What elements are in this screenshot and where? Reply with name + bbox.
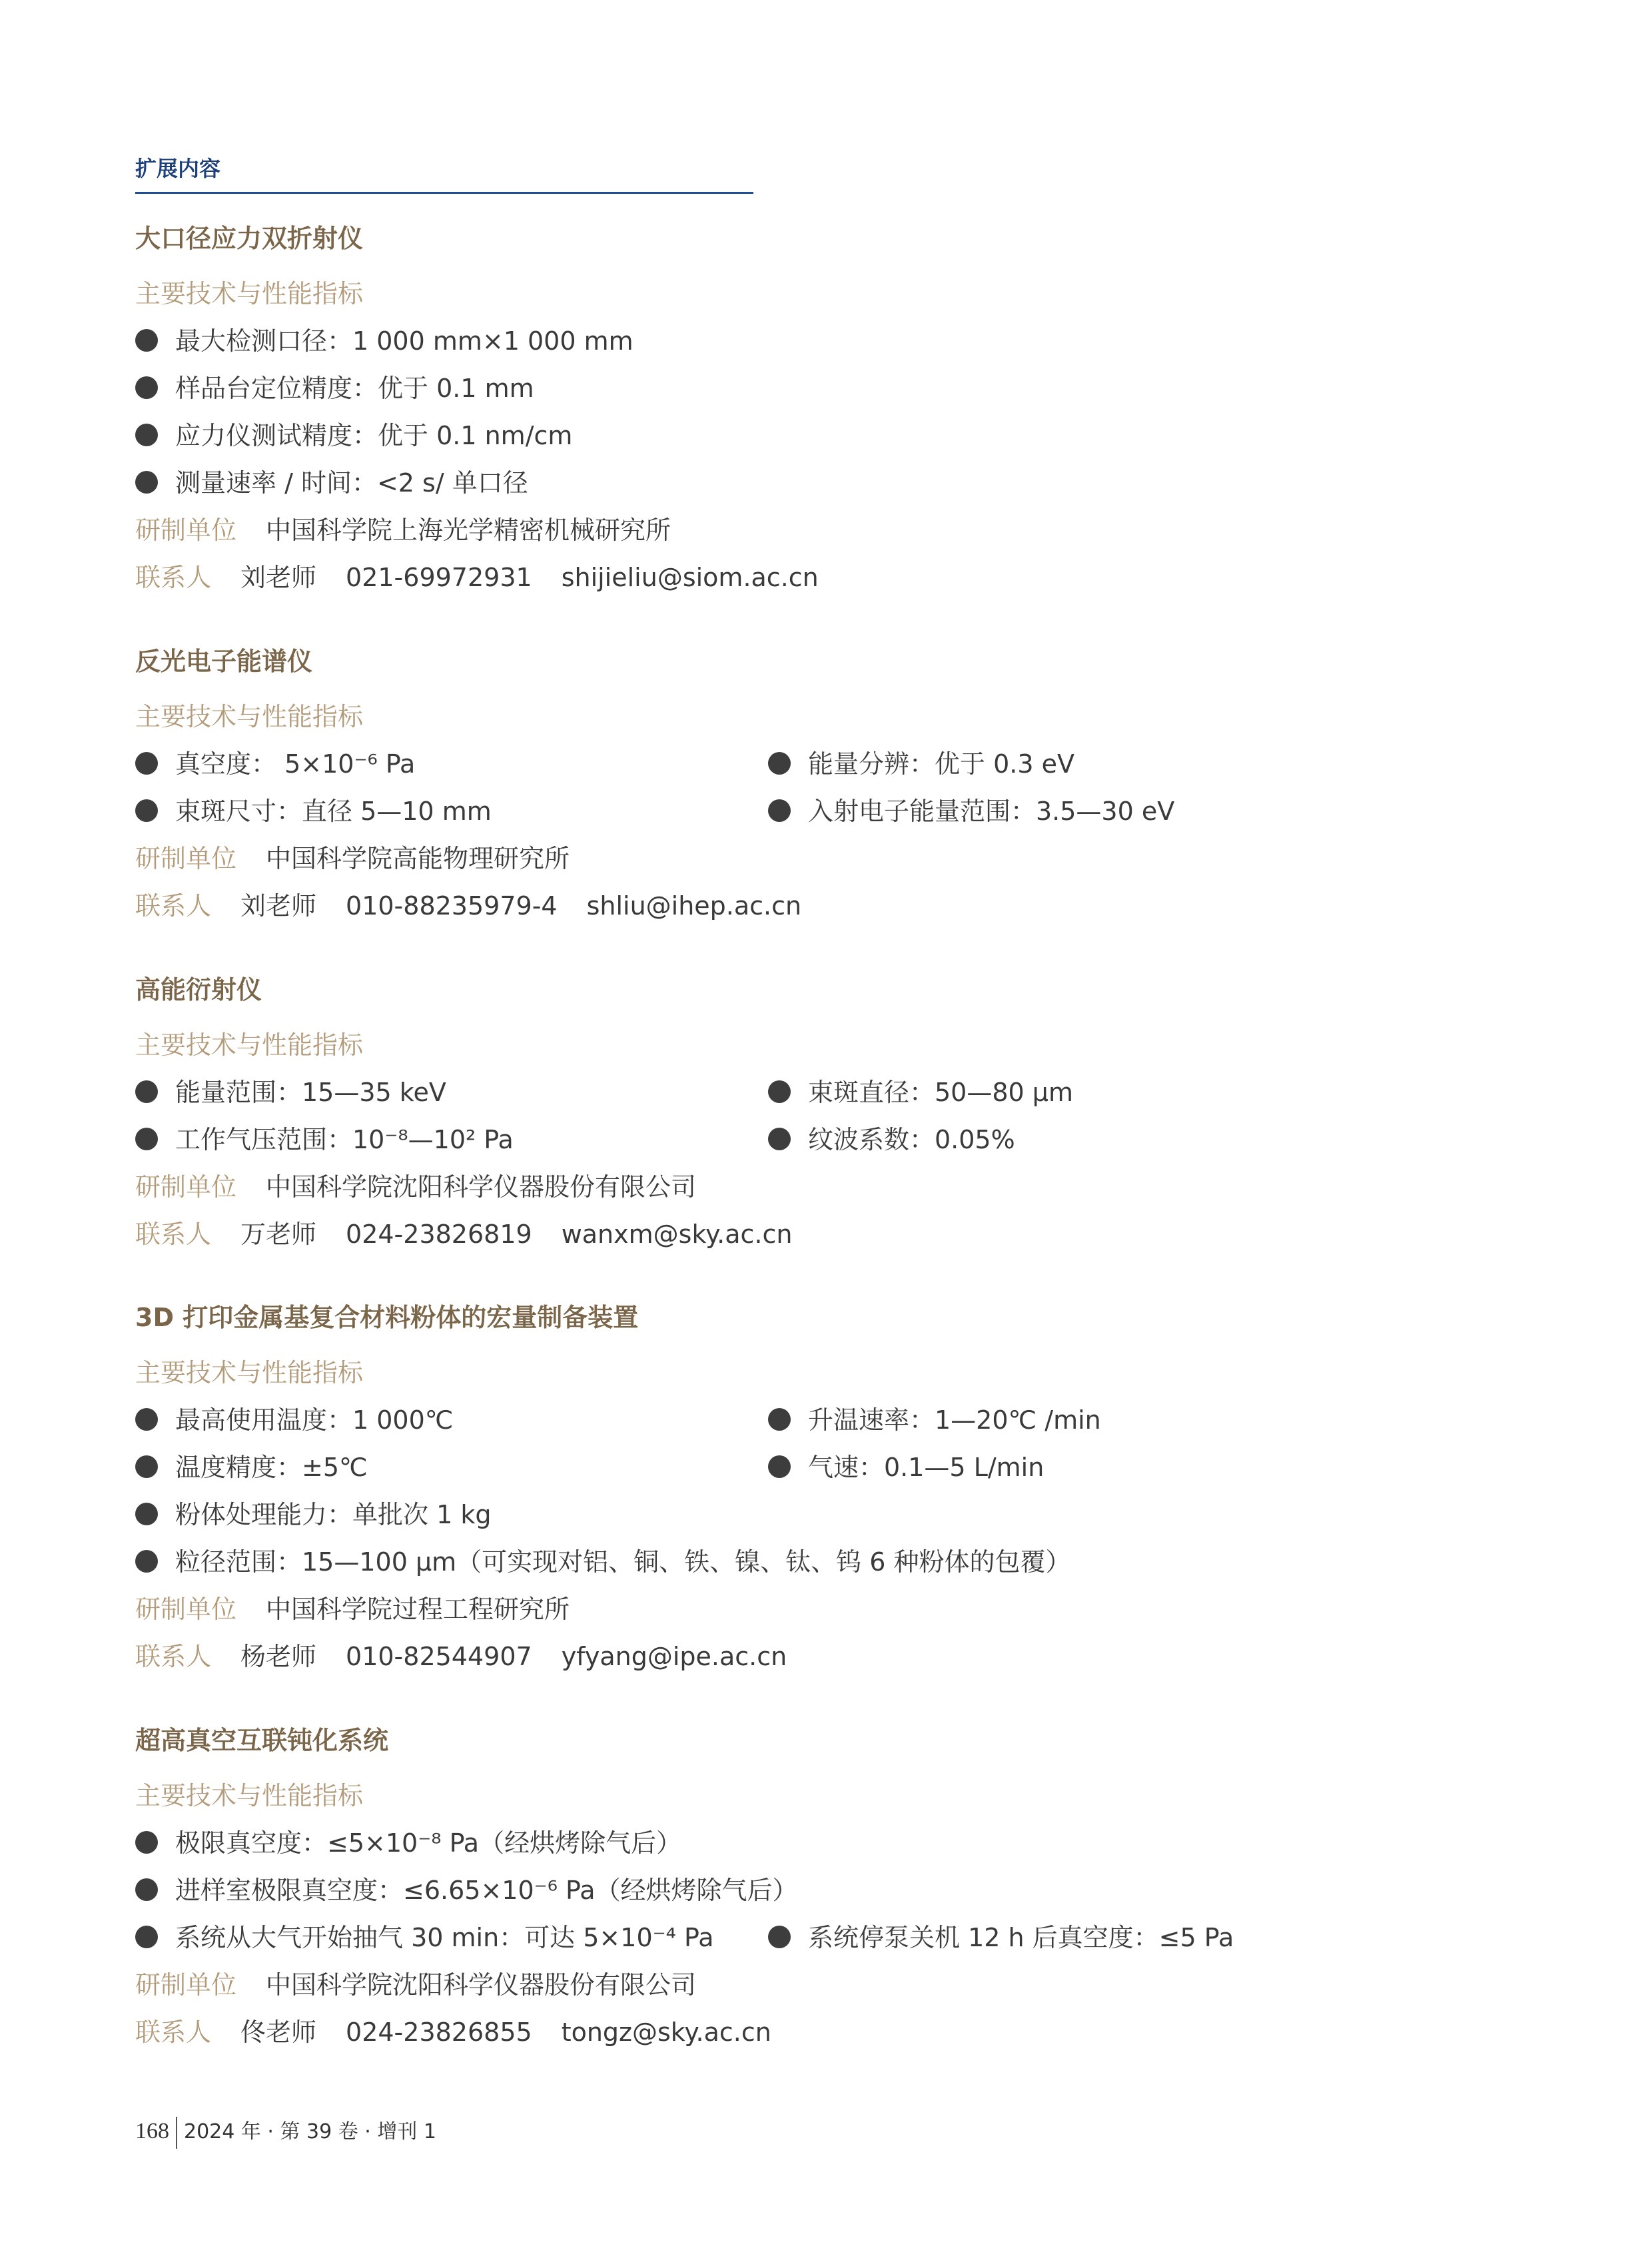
developer-label: 研制单位 [135,1595,237,1624]
spec-item: 粒径范围：15—100 μm（可实现对铝、铜、铁、镍、钛、钨 6 种粉体的包覆） [135,1539,1071,1586]
bullet-icon [135,1550,158,1573]
spec-item: 粉体处理能力：单批次 1 kg [135,1491,491,1539]
instrument-section [135,970,1534,1258]
instrument-title: 超高真空互联钝化系统 [135,1726,389,1755]
instrument-title: 反光电子能谱仪 [135,647,313,676]
spec-item: 真空度： 5×10⁻⁶ Pa [135,741,415,788]
bullet-icon [135,376,158,399]
spec-item: 纹波系数：0.05% [768,1116,1015,1164]
spec-subhead: 主要技术与性能指标 [135,1781,364,1810]
bullet-icon [135,799,158,822]
spec-list [135,1820,1534,1962]
bullet-icon [768,799,791,822]
spec-item: 入射电子能量范围：3.5—30 eV [768,788,1174,835]
bullet-icon [135,752,158,775]
contact-row [135,1633,1534,1681]
spec-subhead: 主要技术与性能指标 [135,1358,364,1387]
contact-name: 佟老师 [240,2018,317,2047]
contact-label: 联系人 [135,2018,212,2047]
section-header [135,152,753,194]
bullet-icon [768,752,791,775]
issue-info: 2024 年 · 第 39 卷 · 增刊 1 [184,2120,436,2143]
contact-phone: 010-82544907 [346,1642,532,1671]
bullet-icon [135,1080,158,1103]
instrument-section [135,641,1534,930]
contact-phone: 021-69972931 [346,563,532,592]
contact-name: 刘老师 [240,563,317,592]
bullet-icon [135,1455,158,1478]
bullet-icon [135,424,158,446]
contact-name: 万老师 [240,1220,317,1249]
spec-item: 样品台定位精度：优于 0.1 mm [135,365,534,412]
contact-email: yfyang@ipe.ac.cn [561,1642,787,1671]
spec-item: 束斑尺寸：直径 5—10 mm [135,788,492,835]
developer-label: 研制单位 [135,844,237,873]
developer-name: 中国科学院沈阳科学仪器股份有限公司 [266,1970,697,2000]
developer-name: 中国科学院沈阳科学仪器股份有限公司 [266,1172,697,1202]
bullet-icon [135,1878,158,1901]
contact-label: 联系人 [135,1220,212,1249]
contact-phone: 024-23826819 [346,1220,532,1249]
bullet-icon [135,329,158,352]
spec-item: 测量速率 / 时间：<2 s/ 单口径 [135,460,528,507]
contact-name: 杨老师 [240,1642,317,1671]
developer-label: 研制单位 [135,1172,237,1202]
spec-subhead: 主要技术与性能指标 [135,1030,364,1060]
bullet-icon [135,471,158,494]
instrument-section [135,218,1534,601]
contact-email: wanxm@sky.ac.cn [561,1220,793,1249]
page-footer [135,2113,436,2150]
section-header-label: 扩展内容 [135,156,221,181]
bullet-icon [135,1408,158,1431]
spec-item: 能量范围：15—35 keV [135,1069,446,1116]
contact-row [135,883,1534,930]
instrument-section [135,1298,1534,1681]
spec-item: 升温速率：1—20℃ /min [768,1397,1101,1444]
developer-row [135,1164,1534,1211]
spec-item: 束斑直径：50—80 μm [768,1069,1073,1116]
bullet-icon [768,1408,791,1431]
bullet-icon [135,1503,158,1525]
spec-item: 能量分辨：优于 0.3 eV [768,741,1074,788]
instrument-section [135,1720,1534,2056]
spec-item: 最大检测口径：1 000 mm×1 000 mm [135,318,633,365]
contact-label: 联系人 [135,1642,212,1671]
contact-email: tongz@sky.ac.cn [561,2018,771,2047]
bullet-icon [768,1128,791,1150]
spec-item: 气速：0.1—5 L/min [768,1444,1044,1491]
spec-list [135,318,1534,507]
contact-phone: 010-88235979-4 [346,891,558,921]
bullet-icon [135,1831,158,1854]
developer-row [135,1962,1534,2009]
developer-row [135,507,1534,554]
contact-email: shijieliu@siom.ac.cn [561,563,819,592]
spec-list [135,741,1534,835]
spec-list [135,1069,1534,1164]
bullet-icon [135,1128,158,1150]
instrument-title: 大口径应力双折射仪 [135,224,364,253]
spec-item: 温度精度：±5℃ [135,1444,368,1491]
developer-row [135,1586,1534,1633]
developer-row [135,835,1534,883]
spec-item: 工作气压范围：10⁻⁸—10² Pa [135,1116,514,1164]
developer-name: 中国科学院上海光学精密机械研究所 [266,516,671,545]
developer-name: 中国科学院高能物理研究所 [266,844,570,873]
spec-item: 极限真空度：≤5×10⁻⁸ Pa（经烘烤除气后） [135,1820,681,1867]
spec-item: 最高使用温度：1 000℃ [135,1397,453,1444]
contact-row [135,2009,1534,2056]
developer-label: 研制单位 [135,516,237,545]
instrument-title: 高能衍射仪 [135,975,262,1004]
spec-subhead: 主要技术与性能指标 [135,702,364,731]
spec-subhead: 主要技术与性能指标 [135,279,364,308]
contact-row [135,1211,1534,1258]
developer-name: 中国科学院过程工程研究所 [266,1595,570,1624]
footer-divider [176,2117,177,2149]
spec-item: 系统从大气开始抽气 30 min：可达 5×10⁻⁴ Pa [135,1914,714,1962]
contact-phone: 024-23826855 [346,2018,532,2047]
spec-list [135,1397,1534,1586]
bullet-icon [768,1080,791,1103]
spec-item: 应力仪测试精度：优于 0.1 nm/cm [135,412,572,460]
bullet-icon [768,1926,791,1948]
bullet-icon [768,1455,791,1478]
instrument-title: 3D 打印金属基复合材料粉体的宏量制备装置 [135,1303,639,1332]
contact-label: 联系人 [135,891,212,921]
bullet-icon [135,1926,158,1948]
page-number: 168 [135,2119,169,2143]
contact-row [135,554,1534,601]
contact-email: shliu@ihep.ac.cn [586,891,802,921]
spec-item: 系统停泵关机 12 h 后真空度：≤5 Pa [768,1914,1234,1962]
contact-label: 联系人 [135,563,212,592]
contact-name: 刘老师 [240,891,317,921]
developer-label: 研制单位 [135,1970,237,2000]
spec-item: 进样室极限真空度：≤6.65×10⁻⁶ Pa（经烘烤除气后） [135,1867,798,1914]
